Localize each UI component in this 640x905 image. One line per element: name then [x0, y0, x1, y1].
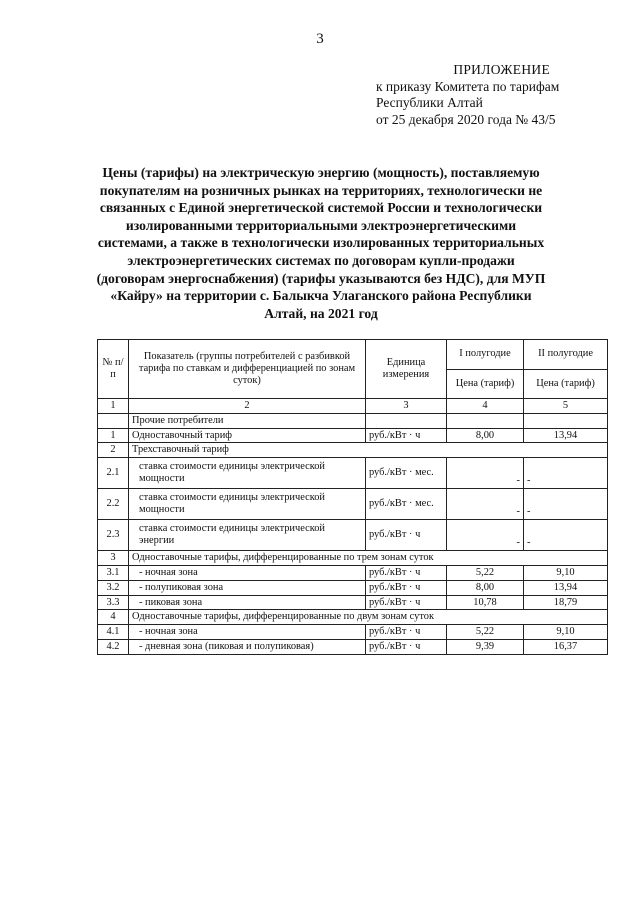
column-number: 4 — [447, 399, 524, 414]
row-price-h2: 13,94 — [524, 580, 608, 595]
header-unit: Единица измерения — [366, 340, 447, 399]
row-price-h2: 13,94 — [524, 428, 608, 443]
table-row — [98, 595, 608, 610]
page-number: 3 — [316, 31, 324, 47]
row-indicator: Одноставочный тариф — [129, 428, 366, 443]
section-row — [98, 413, 608, 428]
row-num: 4 — [98, 610, 129, 625]
title-line: электроэнергетических системах по договорам купли-продажи — [127, 252, 515, 268]
row-indicator: - ночная зона — [129, 565, 366, 580]
table-row — [98, 565, 608, 580]
row-num: 2.3 — [98, 520, 129, 551]
title-line: (договорам энергоснабжения) (тарифы указываются без НДС), для МУП — [96, 270, 546, 286]
row-num: 1 — [98, 428, 129, 443]
row-num: 3.1 — [98, 565, 129, 580]
row-num: 4.2 — [98, 639, 129, 654]
tariff-table — [97, 339, 608, 655]
header-row — [98, 340, 608, 370]
row-price-h1: 5,22 — [447, 565, 524, 580]
appendix-line-1: к приказу Комитета по тарифам — [376, 78, 560, 94]
header-indicator: Показатель (группы потребителей с разбивкой тарифа по ставкам и дифференциацией по зонам суток) — [129, 340, 366, 399]
row-unit: руб./кВт · мес. — [366, 458, 447, 489]
row-unit: руб./кВт · ч — [366, 520, 447, 551]
document-title — [86, 164, 556, 322]
appendix-line-2: Республики Алтай — [376, 95, 483, 110]
section-num-cell — [98, 413, 129, 428]
empty-cell — [366, 413, 447, 428]
group-row — [98, 610, 608, 625]
title-line: Цены (тарифы) на электрическую энергию (мощность), поставляемую — [102, 165, 540, 180]
title-line: покупателям на розничных рынках на территориях, технологически не — [99, 182, 543, 198]
row-num: 2.1 — [98, 458, 129, 489]
row-unit: руб./кВт · ч — [366, 580, 447, 595]
title-line: «Кайру» на территории с. Балыкча Улаганского района Республики — [110, 288, 532, 304]
group-label: Одноставочные тарифы, дифференцированные по двум зонам суток — [129, 610, 608, 625]
row-indicator: - ночная зона — [129, 625, 366, 640]
row-num: 3 — [98, 551, 129, 566]
appendix-line-3: от 25 декабря 2020 года № 43/5 — [376, 111, 556, 127]
table-row — [98, 639, 608, 654]
section-label: Прочие потребители — [129, 413, 366, 428]
group-label: Одноставочные тарифы, дифференцированные по трем зонам суток — [129, 551, 608, 566]
row-price-h2: - — [524, 489, 608, 520]
title-line: изолированными территориальными электроэнергетическими — [125, 217, 517, 233]
row-num: 2 — [98, 443, 129, 458]
row-price-h2: - — [524, 458, 608, 489]
row-price-h1: - — [447, 520, 524, 551]
group-row — [98, 551, 608, 566]
row-indicator: ставка стоимости единицы электрической мощности — [129, 458, 366, 489]
header-price-2: Цена (тариф) — [524, 369, 608, 399]
header-price-1: Цена (тариф) — [447, 369, 524, 399]
row-indicator: ставка стоимости единицы электрической мощности — [129, 489, 366, 520]
column-number: 2 — [129, 399, 366, 414]
empty-cell — [524, 413, 608, 428]
empty-cell — [447, 413, 524, 428]
row-price-h1: - — [447, 489, 524, 520]
column-number: 3 — [366, 399, 447, 414]
row-indicator: - полупиковая зона — [129, 580, 366, 595]
row-price-h2: 9,10 — [524, 565, 608, 580]
row-price-h1: 9,39 — [447, 639, 524, 654]
row-price-h2: 18,79 — [524, 595, 608, 610]
table-row — [98, 489, 608, 520]
table-row — [98, 580, 608, 595]
row-unit: руб./кВт · ч — [366, 639, 447, 654]
column-number: 1 — [98, 399, 129, 414]
title-line: Алтай, на 2021 год — [264, 305, 378, 321]
row-price-h1: - — [447, 458, 524, 489]
column-number: 5 — [524, 399, 608, 414]
row-price-h1: 8,00 — [447, 428, 524, 443]
group-row — [98, 443, 608, 458]
table-row — [98, 520, 608, 551]
table-row — [98, 458, 608, 489]
title-line: системами, а также в технологически изолированных территориальных — [97, 235, 545, 251]
row-indicator: ставка стоимости единицы электрической энергии — [129, 520, 366, 551]
table-row — [98, 428, 608, 443]
row-unit: руб./кВт · ч — [366, 625, 447, 640]
appendix-block — [376, 62, 559, 128]
row-price-h1: 5,22 — [447, 625, 524, 640]
tariff-table-body — [98, 340, 608, 655]
row-unit: руб./кВт · ч — [366, 428, 447, 443]
table-row — [98, 625, 608, 640]
row-unit: руб./кВт · ч — [366, 565, 447, 580]
title-line: связанных с Единой энергетической системой России и технологически — [99, 200, 543, 216]
column-number-row — [98, 399, 608, 414]
row-price-h2: 16,37 — [524, 639, 608, 654]
row-num: 2.2 — [98, 489, 129, 520]
row-price-h1: 10,78 — [447, 595, 524, 610]
header-half-1: I полугодие — [447, 340, 524, 370]
row-price-h2: - — [524, 520, 608, 551]
row-price-h1: 8,00 — [447, 580, 524, 595]
row-unit: руб./кВт · ч — [366, 595, 447, 610]
row-indicator: - дневная зона (пиковая и полупиковая) — [129, 639, 366, 654]
row-unit: руб./кВт · мес. — [366, 489, 447, 520]
row-num: 3.3 — [98, 595, 129, 610]
header-num: № п/п — [98, 340, 129, 399]
row-num: 4.1 — [98, 625, 129, 640]
group-label: Трехставочный тариф — [129, 443, 608, 458]
row-price-h2: 9,10 — [524, 625, 608, 640]
row-num: 3.2 — [98, 580, 129, 595]
header-half-2: II полугодие — [524, 340, 608, 370]
row-indicator: - пиковая зона — [129, 595, 366, 610]
appendix-title: ПРИЛОЖЕНИЕ — [453, 62, 550, 77]
